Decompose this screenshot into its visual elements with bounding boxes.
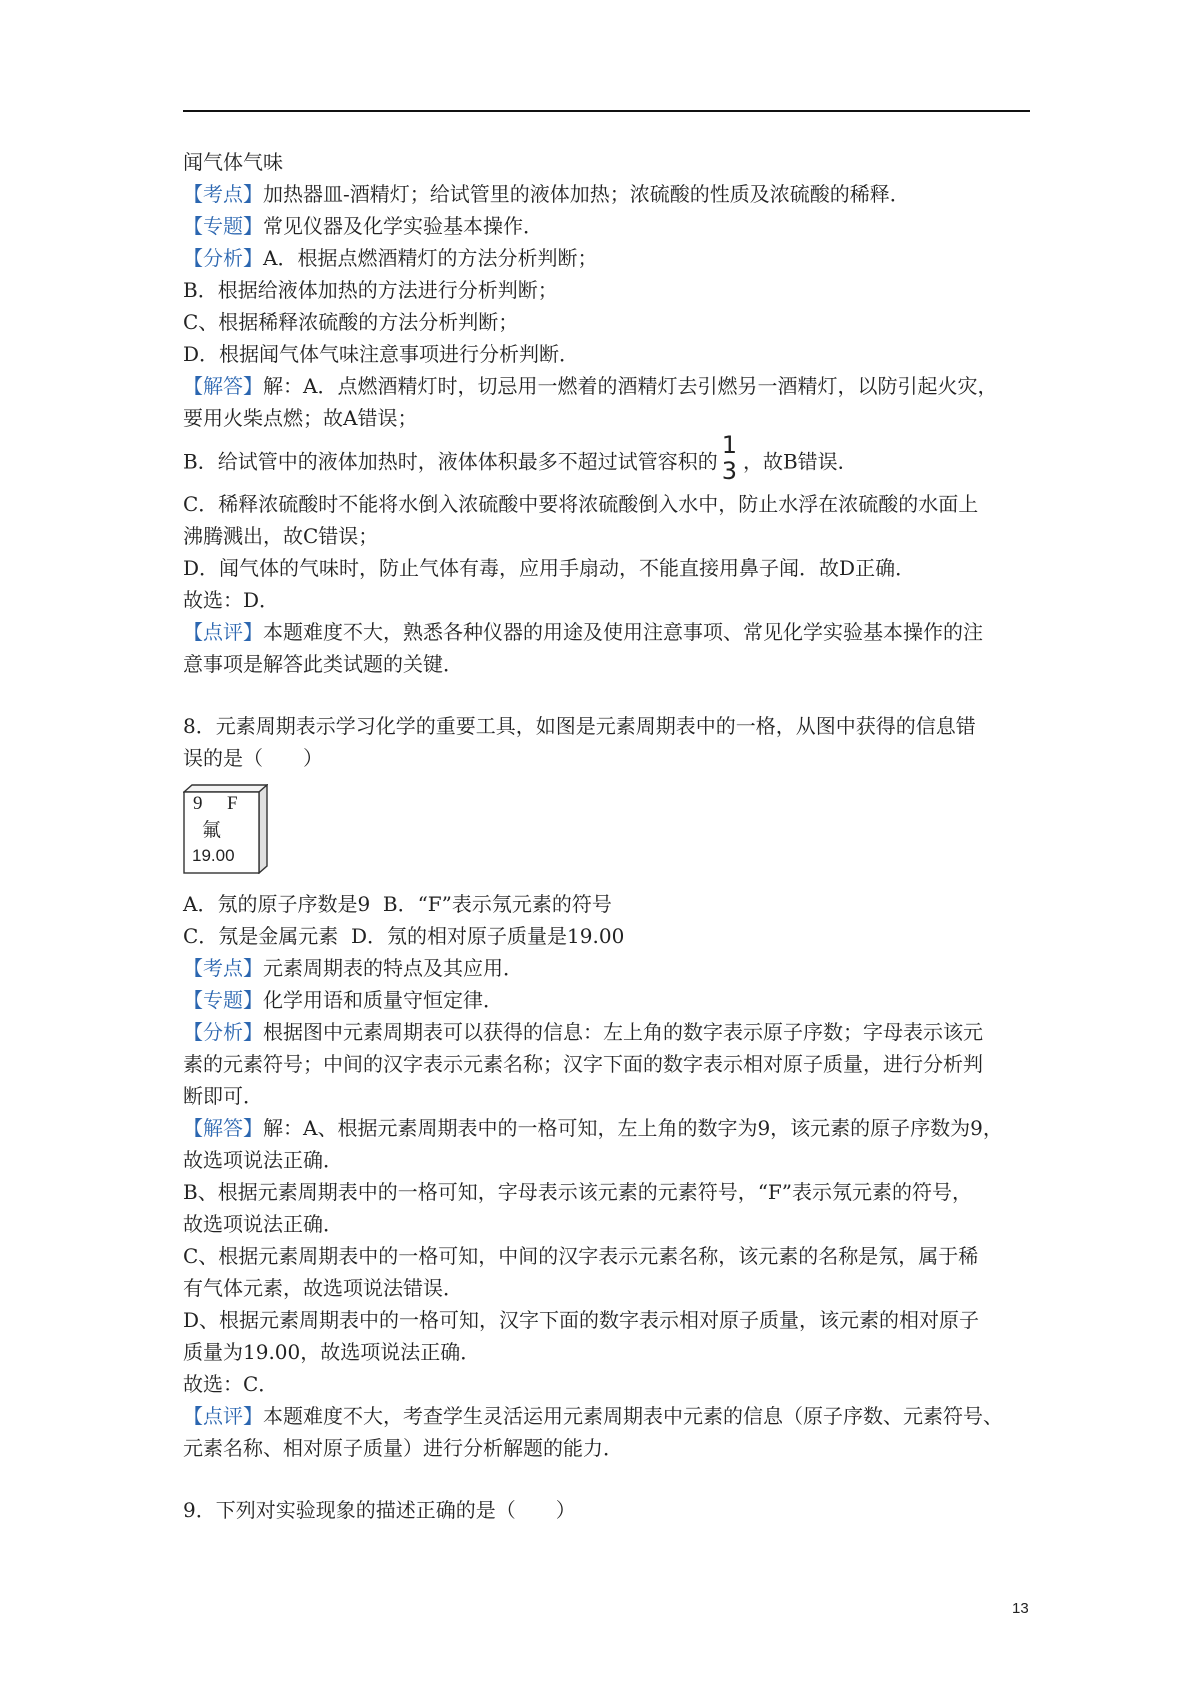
q8-jieda-c2: 有气体元素，故选项说法错误．: [183, 1276, 463, 1300]
kaodian-tag: 【考点】: [183, 956, 263, 980]
dianping-tag: 【点评】: [183, 620, 263, 644]
q8-jieda-a: 【解答】解：A、根据元素周期表中的一格可知，左上角的数字为9，该元素的原子序数为9，: [183, 1116, 1003, 1140]
q9-stem: 9．下列对实验现象的描述正确的是（ ）: [183, 1498, 576, 1522]
q8-options2: C．氖是金属元素 D．氖的相对原子质量是19.00: [183, 924, 625, 948]
q7-jieda-a: 【解答】解：A．点燃酒精灯时，切忌用一燃着的酒精灯去引燃另一酒精灯，以防引起火灾，: [183, 374, 998, 398]
q8-kaodian: 【考点】元素周期表的特点及其应用．: [183, 956, 523, 980]
q8-fenxi: 【分析】根据图中元素周期表可以获得的信息：左上角的数字表示原子序数；字母表示该元: [183, 1020, 983, 1044]
q8-jieda-d2: 质量为19.00，故选项说法正确．: [183, 1340, 481, 1364]
fraction-one-third: 1 3: [721, 431, 737, 485]
q8-jieda-b1: B、根据元素周期表中的一格可知，字母表示该元素的元素符号，“F”表示氖元素的符号，: [183, 1180, 973, 1204]
q8-zhuanti: 【专题】化学用语和质量守恒定律．: [183, 988, 503, 1012]
zhuanti-tag: 【专题】: [183, 214, 263, 238]
tile-symbol: F: [227, 793, 238, 814]
q7-dianping: 【点评】本题难度不大，熟悉各种仪器的用途及使用注意事项、常见化学实验基本操作的注: [183, 620, 983, 644]
element-tile-figure: [183, 784, 1033, 874]
tile-name: 氟: [202, 819, 222, 841]
q8-dianping: 【点评】本题难度不大，考查学生灵活运用元素周期表中元素的信息（原子序数、元素符号、: [183, 1404, 1003, 1428]
q7-jieda-c1: C．稀释浓硫酸时不能将水倒入浓硫酸中要将浓硫酸倒入水中，防止水浮在浓硫酸的水面上: [183, 492, 979, 516]
q8-jieda-d1: D、根据元素周期表中的一格可知，汉字下面的数字表示相对原子质量，该元素的相对原子: [183, 1308, 980, 1332]
tile-atomic-number: 9: [193, 793, 203, 814]
page-content: [183, 146, 1033, 1526]
q8-jieda-c1: C、根据元素周期表中的一格可知，中间的汉字表示元素名称，该元素的名称是氖，属于稀: [183, 1244, 979, 1268]
q7-zhuanti: 【专题】常见仪器及化学实验基本操作．: [183, 214, 543, 238]
q7-jieda-b: B．给试管中的液体加热时，液体体积最多不超过试管容积的 1 3 ，故B错误．: [183, 431, 858, 485]
fenxi-tag: 【分析】: [183, 246, 263, 270]
q8-fenxi2: 素的元素符号；中间的汉字表示元素名称；汉字下面的数字表示相对原子质量，进行分析判: [183, 1052, 983, 1076]
q8-stem2: 误的是（ ）: [183, 746, 323, 770]
q8-options1: A．氖的原子序数是9 B．“F”表示氖元素的符号: [183, 892, 612, 916]
q7-dianping2: 意事项是解答此类试题的关键．: [183, 652, 463, 676]
tile-atomic-mass: 19.00: [192, 846, 235, 865]
q7-fenxi-c: C、根据稀释浓硫酸的方法分析判断；: [183, 310, 519, 334]
q8-fenxi3: 断即可．: [183, 1084, 263, 1108]
q8-stem1: 8．元素周期表示学习化学的重要工具，如图是元素周期表中的一格，从图中获得的信息错: [183, 714, 976, 738]
jieda-tag: 【解答】: [183, 1116, 263, 1140]
q7-jieda-a2: 要用火柴点燃；故A错误；: [183, 406, 418, 430]
kaodian-tag: 【考点】: [183, 182, 263, 206]
q8-choice: 故选：C．: [183, 1372, 279, 1396]
q7-fenxi-d: D．根据闻气体气味注意事项进行分析判断．: [183, 342, 580, 366]
q7-fenxi-b: B．根据给液体加热的方法进行分析判断；: [183, 278, 558, 302]
q8-jieda-a2: 故选项说法正确．: [183, 1148, 343, 1172]
q8-dianping2: 元素名称、相对原子质量）进行分析解题的能力．: [183, 1436, 623, 1460]
element-tile: [183, 784, 268, 874]
q7-choice: 故选：D．: [183, 588, 280, 612]
header-rule: [183, 110, 1030, 112]
q7-jieda-c2: 沸腾溅出，故C错误；: [183, 524, 379, 548]
q7-jieda-d: D．闻气体的气味时，防止气体有毒，应用手扇动，不能直接用鼻子闻．故D正确．: [183, 556, 916, 580]
page-number: 13: [1012, 1600, 1029, 1617]
zhuanti-tag: 【专题】: [183, 988, 263, 1012]
q7-fenxi: 【分析】A．根据点燃酒精灯的方法分析判断；: [183, 246, 598, 270]
q7-fragment: 闻气体气味: [183, 150, 283, 174]
q7-kaodian: 【考点】加热器皿-酒精灯；给试管里的液体加热；浓硫酸的性质及浓硫酸的稀释．: [183, 182, 910, 206]
jieda-tag: 【解答】: [183, 374, 263, 398]
dianping-tag: 【点评】: [183, 1404, 263, 1428]
q8-jieda-b2: 故选项说法正确．: [183, 1212, 343, 1236]
fenxi-tag: 【分析】: [183, 1020, 263, 1044]
